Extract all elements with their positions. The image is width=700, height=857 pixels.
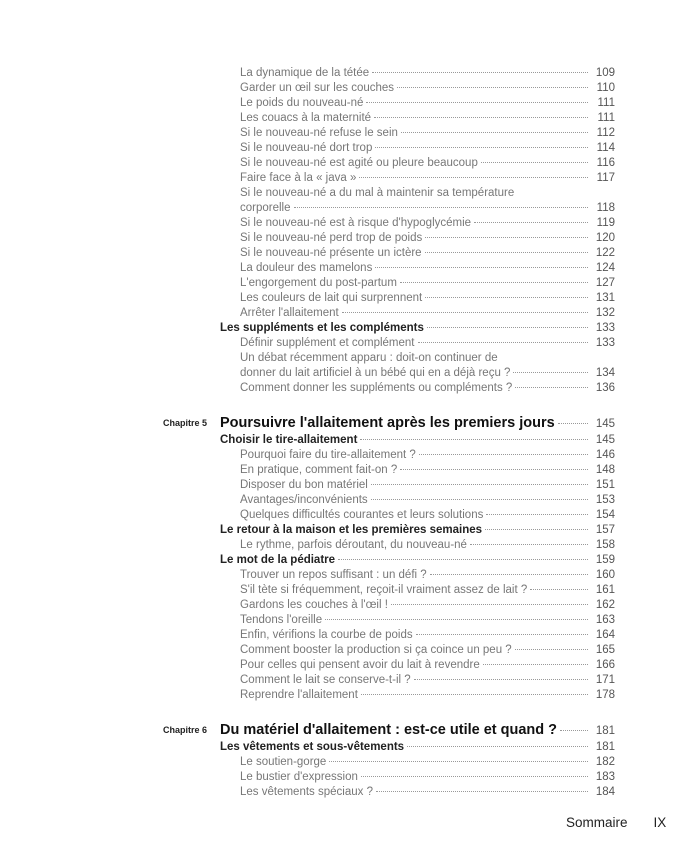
entry-title: Enfin, vérifions la courbe de poids — [240, 629, 413, 641]
toc-entry-section[interactable] — [160, 523, 615, 538]
entry-page-number: 127 — [595, 277, 615, 289]
dot-leader — [427, 327, 588, 328]
toc-entry-sub[interactable] — [160, 755, 615, 770]
dot-leader — [397, 87, 588, 88]
dot-leader — [485, 529, 588, 530]
toc-entry-sub[interactable] — [160, 628, 615, 643]
dot-leader — [294, 207, 589, 208]
entry-title: Gardons les couches à l'œil ! — [240, 599, 388, 611]
dot-leader — [329, 761, 588, 762]
toc-entry-sub[interactable] — [160, 336, 615, 351]
entry-title: Le soutien-gorge — [240, 756, 327, 768]
toc-entry-chapter[interactable] — [160, 413, 615, 433]
toc-entry-sub[interactable] — [160, 66, 615, 81]
toc-entry-sub[interactable] — [160, 156, 615, 171]
entry-page-number: 165 — [595, 644, 615, 656]
dot-leader — [338, 559, 588, 560]
toc-entry-sub[interactable] — [160, 366, 615, 381]
entry-title: Les vêtements et sous-vêtements — [220, 741, 405, 753]
entry-page-number: 151 — [595, 479, 615, 491]
toc-entry-sub[interactable] — [160, 448, 615, 463]
toc-entry-sub[interactable] — [160, 201, 615, 216]
entry-title: Pourquoi faire du tire-allaitement ? — [240, 449, 416, 461]
entry-page-number: 160 — [595, 569, 615, 581]
dot-leader — [361, 694, 588, 695]
toc-entry-sub[interactable] — [160, 583, 615, 598]
dot-leader — [425, 237, 588, 238]
toc-entry-sub[interactable] — [160, 643, 615, 658]
entry-title: Choisir le tire-allaitement — [220, 434, 358, 446]
entry-page-number: 117 — [596, 172, 615, 184]
entry-title: Le rythme, parfois déroutant, du nouveau-né — [240, 539, 467, 551]
entry-title: Les couacs à la maternité — [240, 112, 372, 124]
entry-title: En pratique, comment fait-on ? — [240, 464, 398, 476]
entry-title: Quelques difficultés courantes et leurs solutions — [240, 509, 484, 521]
entry-title: Arrêter l'allaitement — [240, 307, 339, 319]
entry-title: donner du lait artificiel à un bébé qui en a déjà reçu ? — [240, 367, 511, 379]
entry-page-number: 171 — [595, 674, 615, 686]
entry-title: Du matériel d'allaitement : est-ce utile et quand ? — [220, 722, 558, 738]
toc-entry-cont[interactable] — [160, 186, 615, 201]
dot-leader — [513, 372, 588, 373]
toc-entry-sub[interactable] — [160, 658, 615, 673]
entry-page-number: 159 — [595, 554, 615, 566]
entry-page-number: 112 — [596, 127, 615, 139]
entry-title: Les couleurs de lait qui surprennent — [240, 292, 423, 304]
page-number: IX — [653, 815, 667, 830]
entry-title: Le poids du nouveau-né — [240, 97, 364, 109]
toc-entry-sub[interactable] — [160, 688, 615, 703]
dot-leader — [407, 746, 588, 747]
toc-entry-sub[interactable] — [160, 276, 615, 291]
toc-entry-sub[interactable] — [160, 111, 615, 126]
entry-page-number: 114 — [596, 142, 615, 154]
toc-entry-cont[interactable] — [160, 351, 615, 366]
table-of-contents — [160, 66, 615, 800]
dot-leader — [481, 162, 588, 163]
entry-title: Tendons l'oreille — [240, 614, 323, 626]
dot-leader — [416, 634, 588, 635]
entry-title: Définir supplément et complément — [240, 337, 415, 349]
page-footer — [566, 815, 666, 830]
entry-page-number: 133 — [595, 337, 615, 349]
toc-entry-sub[interactable] — [160, 231, 615, 246]
entry-page-number: 136 — [595, 382, 615, 394]
entry-page-number: 111 — [597, 97, 615, 109]
dot-leader — [486, 514, 588, 515]
dot-leader — [483, 664, 588, 665]
dot-leader — [414, 679, 588, 680]
dot-leader — [371, 499, 588, 500]
entry-page-number: 120 — [595, 232, 615, 244]
toc-entry-sub[interactable] — [160, 598, 615, 613]
entry-page-number: 161 — [595, 584, 615, 596]
toc-entry-sub[interactable] — [160, 493, 615, 508]
entry-page-number: 184 — [595, 786, 615, 798]
entry-page-number: 181 — [595, 725, 615, 737]
dot-leader — [391, 604, 588, 605]
dot-leader — [325, 619, 588, 620]
dot-leader — [515, 387, 588, 388]
toc-entry-section[interactable] — [160, 433, 615, 448]
entry-title: Reprendre l'allaitement — [240, 689, 358, 701]
dot-leader — [375, 147, 588, 148]
dot-leader — [474, 222, 588, 223]
dot-leader — [375, 267, 588, 268]
toc-entry-sub[interactable] — [160, 306, 615, 321]
entry-title: Si le nouveau-né a du mal à maintenir sa température — [240, 187, 515, 199]
dot-leader — [376, 791, 588, 792]
dot-leader — [360, 439, 588, 440]
entry-page-number: 148 — [595, 464, 615, 476]
toc-entry-sub[interactable] — [160, 261, 615, 276]
toc-entry-sub[interactable] — [160, 613, 615, 628]
entry-title: Le mot de la pédiatre — [220, 554, 336, 566]
entry-page-number: 109 — [595, 67, 615, 79]
toc-entry-sub[interactable] — [160, 246, 615, 261]
entry-page-number: 163 — [595, 614, 615, 626]
entry-page-number: 145 — [595, 418, 615, 430]
entry-title: Si le nouveau-né est agité ou pleure beaucoup — [240, 157, 478, 169]
entry-page-number: 166 — [595, 659, 615, 671]
entry-page-number: 134 — [595, 367, 615, 379]
toc-entry-section[interactable] — [160, 321, 615, 336]
dot-leader — [401, 132, 588, 133]
entry-title: Le retour à la maison et les premières semaines — [220, 524, 483, 536]
toc-entry-sub[interactable] — [160, 381, 615, 396]
dot-leader — [371, 484, 588, 485]
entry-page-number: 110 — [596, 82, 615, 94]
entry-title: Trouver un repos suffisant : un défi ? — [240, 569, 427, 581]
entry-page-number: 119 — [596, 217, 615, 229]
dot-leader — [419, 454, 588, 455]
toc-entry-sub[interactable] — [160, 126, 615, 141]
entry-page-number: 116 — [596, 157, 615, 169]
entry-title: S'il tète si fréquemment, reçoit-il vraiment assez de lait ? — [240, 584, 528, 596]
dot-leader — [400, 469, 588, 470]
dot-leader — [342, 312, 588, 313]
entry-title: Le bustier d'expression — [240, 771, 358, 783]
toc-entry-sub[interactable] — [160, 673, 615, 688]
entry-title: Poursuivre l'allaitement après les premiers jours — [220, 415, 555, 431]
entry-page-number: 133 — [595, 322, 615, 334]
entry-title: Comment donner les suppléments ou compléments ? — [240, 382, 513, 394]
entry-title: Un débat récemment apparu : doit-on continuer de — [240, 352, 498, 364]
toc-entry-sub[interactable] — [160, 785, 615, 800]
toc-entry-sub[interactable] — [160, 291, 615, 306]
entry-page-number: 146 — [595, 449, 615, 461]
entry-page-number: 182 — [595, 756, 615, 768]
chapter-label: Chapitre 5 — [163, 418, 208, 428]
entry-title: Si le nouveau-né perd trop de poids — [240, 232, 423, 244]
toc-entry-chapter[interactable] — [160, 720, 615, 740]
toc-entry-sub[interactable] — [160, 463, 615, 478]
entry-title: Les suppléments et les compléments — [220, 322, 424, 334]
dot-leader — [400, 282, 588, 283]
dot-leader — [558, 423, 588, 424]
entry-title: Les vêtements spéciaux ? — [240, 786, 373, 798]
dot-leader — [425, 297, 588, 298]
entry-title: Si le nouveau-né présente un ictère — [240, 247, 422, 259]
entry-title: Comment le lait se conserve-t-il ? — [240, 674, 411, 686]
entry-title: Si le nouveau-né refuse le sein — [240, 127, 398, 139]
toc-entry-sub[interactable] — [160, 568, 615, 583]
chapter-label: Chapitre 6 — [163, 725, 208, 735]
toc-entry-section[interactable] — [160, 740, 615, 755]
toc-entry-sub[interactable] — [160, 216, 615, 231]
entry-title: L'engorgement du post-partum — [240, 277, 397, 289]
entry-page-number: 124 — [595, 262, 615, 274]
entry-title: Si le nouveau-né est à risque d'hypoglycémie — [240, 217, 472, 229]
entry-page-number: 132 — [595, 307, 615, 319]
toc-entry-sub[interactable] — [160, 96, 615, 111]
entry-page-number: 153 — [595, 494, 615, 506]
entry-title: Faire face à la « java » — [240, 172, 357, 184]
dot-leader — [560, 730, 588, 731]
entry-page-number: 158 — [595, 539, 615, 551]
entry-title: La dynamique de la tétée — [240, 67, 370, 79]
toc-entry-sub[interactable] — [160, 508, 615, 523]
running-title: Sommaire — [566, 815, 628, 830]
entry-page-number: 118 — [596, 202, 615, 214]
entry-page-number: 131 — [595, 292, 615, 304]
dot-leader — [430, 574, 588, 575]
dot-leader — [374, 117, 588, 118]
spacer — [160, 396, 615, 413]
entry-page-number: 164 — [595, 629, 615, 641]
dot-leader — [515, 649, 588, 650]
dot-leader — [359, 177, 588, 178]
entry-title: Garder un œil sur les couches — [240, 82, 395, 94]
entry-title: Comment booster la production si ça coince un peu ? — [240, 644, 512, 656]
entry-page-number: 162 — [595, 599, 615, 611]
toc-entry-sub[interactable] — [160, 538, 615, 553]
dot-leader — [470, 544, 588, 545]
entry-page-number: 145 — [595, 434, 615, 446]
entry-page-number: 183 — [595, 771, 615, 783]
entry-title: Disposer du bon matériel — [240, 479, 368, 491]
toc-entry-sub[interactable] — [160, 171, 615, 186]
spacer — [160, 703, 615, 720]
entry-title: Pour celles qui pensent avoir du lait à revendre — [240, 659, 480, 671]
entry-page-number: 111 — [597, 112, 615, 124]
toc-entry-sub[interactable] — [160, 81, 615, 96]
dot-leader — [361, 776, 588, 777]
entry-page-number: 178 — [595, 689, 615, 701]
entry-title: corporelle — [240, 202, 291, 214]
toc-entry-section[interactable] — [160, 553, 615, 568]
toc-entry-sub[interactable] — [160, 141, 615, 156]
entry-page-number: 181 — [595, 741, 615, 753]
entry-page-number: 154 — [595, 509, 615, 521]
dot-leader — [366, 102, 588, 103]
entry-page-number: 122 — [595, 247, 615, 259]
entry-title: Si le nouveau-né dort trop — [240, 142, 373, 154]
dot-leader — [425, 252, 588, 253]
dot-leader — [530, 589, 588, 590]
entry-page-number: 157 — [595, 524, 615, 536]
entry-title: La douleur des mamelons — [240, 262, 373, 274]
toc-entry-sub[interactable] — [160, 770, 615, 785]
entry-title: Avantages/inconvénients — [240, 494, 368, 506]
dot-leader — [372, 72, 588, 73]
dot-leader — [418, 342, 589, 343]
toc-entry-sub[interactable] — [160, 478, 615, 493]
